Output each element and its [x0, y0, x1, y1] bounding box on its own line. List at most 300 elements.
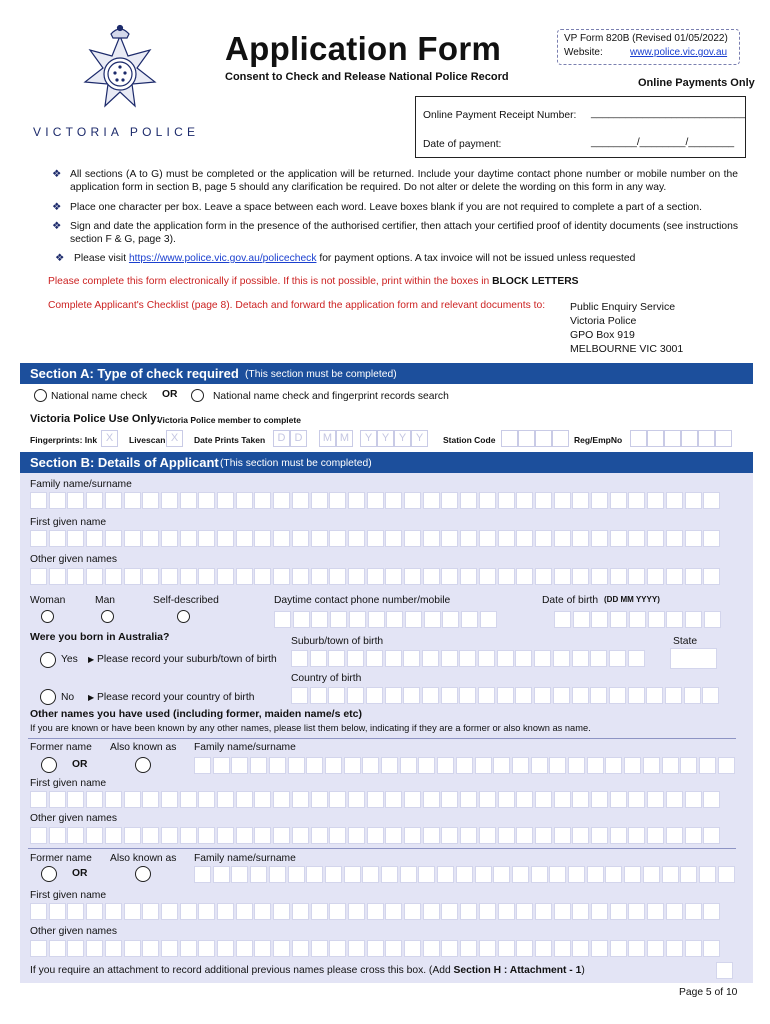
other-names-box[interactable]: [666, 568, 683, 585]
website-link[interactable]: www.police.vic.gov.au: [630, 47, 728, 58]
first-name-box[interactable]: [404, 530, 421, 547]
alias-family-name-box[interactable]: [680, 757, 697, 774]
other-names-box[interactable]: [703, 568, 720, 585]
date-digit-box[interactable]: Y: [360, 430, 377, 447]
first-name-box[interactable]: [610, 530, 627, 547]
alias-first-name-box[interactable]: [628, 903, 645, 920]
alias-first-name-box[interactable]: [441, 903, 458, 920]
family-name-box[interactable]: [591, 492, 608, 509]
alias-other-names-box[interactable]: [30, 940, 47, 957]
family-name-box[interactable]: [30, 492, 47, 509]
alias-family-name-box[interactable]: [231, 757, 248, 774]
family-name-box[interactable]: [535, 492, 552, 509]
alias-family-name-box[interactable]: [456, 757, 473, 774]
alias-other-names-box[interactable]: [105, 827, 122, 844]
born-yes-radio[interactable]: [40, 652, 56, 668]
alias-first-name-box[interactable]: [554, 791, 571, 808]
other-names-box[interactable]: [236, 568, 253, 585]
alias-other-names-box[interactable]: [666, 827, 683, 844]
dob-box[interactable]: [554, 611, 571, 628]
country-box[interactable]: [646, 687, 663, 704]
also-known-as-radio[interactable]: [135, 757, 151, 773]
alias-first-name-box[interactable]: [703, 903, 720, 920]
alias-other-names-box[interactable]: [273, 940, 290, 957]
family-name-box[interactable]: [516, 492, 533, 509]
other-names-box[interactable]: [498, 568, 515, 585]
country-box[interactable]: [515, 687, 532, 704]
country-box[interactable]: [366, 687, 383, 704]
alias-other-names-box[interactable]: [535, 827, 552, 844]
first-name-box[interactable]: [460, 530, 477, 547]
first-name-box[interactable]: [124, 530, 141, 547]
alias-first-name-box[interactable]: [236, 903, 253, 920]
first-name-box[interactable]: [554, 530, 571, 547]
alias-other-names-box[interactable]: [292, 940, 309, 957]
alias-first-name-box[interactable]: [142, 791, 159, 808]
other-names-box[interactable]: [273, 568, 290, 585]
family-name-box[interactable]: [198, 492, 215, 509]
family-name-box[interactable]: [311, 492, 328, 509]
family-name-box[interactable]: [554, 492, 571, 509]
alias-first-name-box[interactable]: [516, 791, 533, 808]
alias-first-name-box[interactable]: [628, 791, 645, 808]
alias-family-name-box[interactable]: [475, 757, 492, 774]
other-names-box[interactable]: [367, 568, 384, 585]
alias-other-names-box[interactable]: [311, 940, 328, 957]
alias-family-name-box[interactable]: [587, 866, 604, 883]
alias-first-name-box[interactable]: [217, 903, 234, 920]
alias-other-names-box[interactable]: [142, 940, 159, 957]
other-names-box[interactable]: [311, 568, 328, 585]
alias-other-names-box[interactable]: [217, 827, 234, 844]
alias-other-names-box[interactable]: [348, 940, 365, 957]
phone-box[interactable]: [461, 611, 478, 628]
alias-other-names-box[interactable]: [329, 827, 346, 844]
other-names-box[interactable]: [292, 568, 309, 585]
alias-first-name-box[interactable]: [498, 903, 515, 920]
alias-first-name-box[interactable]: [292, 903, 309, 920]
alias-other-names-box[interactable]: [703, 827, 720, 844]
alias-first-name-box[interactable]: [49, 791, 66, 808]
alias-first-name-box[interactable]: [67, 903, 84, 920]
alias-family-name-box[interactable]: [250, 757, 267, 774]
alias-other-names-box[interactable]: [647, 827, 664, 844]
alias-other-names-box[interactable]: [67, 827, 84, 844]
alias-family-name-box[interactable]: [288, 866, 305, 883]
first-name-box[interactable]: [236, 530, 253, 547]
other-names-box[interactable]: [124, 568, 141, 585]
alias-first-name-box[interactable]: [329, 903, 346, 920]
alias-family-name-box[interactable]: [437, 866, 454, 883]
family-name-box[interactable]: [703, 492, 720, 509]
suburb-box[interactable]: [534, 650, 551, 667]
other-names-box[interactable]: [460, 568, 477, 585]
alias-family-name-box[interactable]: [493, 757, 510, 774]
alias-family-name-box[interactable]: [512, 866, 529, 883]
country-box[interactable]: [310, 687, 327, 704]
phone-box[interactable]: [293, 611, 310, 628]
alias-other-names-box[interactable]: [516, 827, 533, 844]
first-name-box[interactable]: [348, 530, 365, 547]
policecheck-link[interactable]: https://www.police.vic.gov.au/policecheck: [128, 253, 317, 264]
family-name-box[interactable]: [647, 492, 664, 509]
alias-other-names-box[interactable]: [423, 940, 440, 957]
alias-other-names-box[interactable]: [423, 827, 440, 844]
first-name-box[interactable]: [628, 530, 645, 547]
alias-first-name-box[interactable]: [460, 903, 477, 920]
alias-family-name-box[interactable]: [344, 866, 361, 883]
alias-family-name-box[interactable]: [605, 757, 622, 774]
alias-family-name-box[interactable]: [400, 757, 417, 774]
alias-other-names-box[interactable]: [180, 827, 197, 844]
first-name-box[interactable]: [516, 530, 533, 547]
family-name-box[interactable]: [180, 492, 197, 509]
alias-first-name-box[interactable]: [535, 791, 552, 808]
other-names-box[interactable]: [554, 568, 571, 585]
alias-other-names-box[interactable]: [591, 940, 608, 957]
alias-first-name-box[interactable]: [647, 791, 664, 808]
alias-first-name-box[interactable]: [535, 903, 552, 920]
alias-family-name-box[interactable]: [344, 757, 361, 774]
suburb-box[interactable]: [310, 650, 327, 667]
alias-first-name-box[interactable]: [254, 903, 271, 920]
alias-other-names-box[interactable]: [554, 940, 571, 957]
other-names-box[interactable]: [535, 568, 552, 585]
alias-first-name-box[interactable]: [124, 903, 141, 920]
first-name-box[interactable]: [311, 530, 328, 547]
date-digit-box[interactable]: Y: [394, 430, 411, 447]
suburb-box[interactable]: [628, 650, 645, 667]
alias-first-name-box[interactable]: [254, 791, 271, 808]
alias-family-name-box[interactable]: [288, 757, 305, 774]
alias-other-names-box[interactable]: [105, 940, 122, 957]
family-name-box[interactable]: [423, 492, 440, 509]
alias-other-names-box[interactable]: [161, 940, 178, 957]
alias-other-names-box[interactable]: [124, 940, 141, 957]
date-digit-box[interactable]: M: [336, 430, 353, 447]
alias-first-name-box[interactable]: [498, 791, 515, 808]
alias-other-names-box[interactable]: [610, 827, 627, 844]
alias-first-name-box[interactable]: [180, 791, 197, 808]
country-box[interactable]: [665, 687, 682, 704]
country-box[interactable]: [609, 687, 626, 704]
alias-first-name-box[interactable]: [572, 791, 589, 808]
first-name-box[interactable]: [423, 530, 440, 547]
first-name-box[interactable]: [180, 530, 197, 547]
first-name-box[interactable]: [292, 530, 309, 547]
alias-first-name-box[interactable]: [703, 791, 720, 808]
woman-radio[interactable]: [41, 610, 54, 623]
other-names-box[interactable]: [329, 568, 346, 585]
alias-first-name-box[interactable]: [198, 903, 215, 920]
station-code-box[interactable]: [518, 430, 535, 447]
first-name-box[interactable]: [535, 530, 552, 547]
alias-first-name-box[interactable]: [124, 791, 141, 808]
family-name-box[interactable]: [385, 492, 402, 509]
alias-first-name-box[interactable]: [591, 903, 608, 920]
alias-other-names-box[interactable]: [685, 827, 702, 844]
dob-box[interactable]: [610, 611, 627, 628]
family-name-box[interactable]: [292, 492, 309, 509]
country-box[interactable]: [684, 687, 701, 704]
alias-first-name-box[interactable]: [460, 791, 477, 808]
alias-first-name-box[interactable]: [404, 903, 421, 920]
other-names-box[interactable]: [86, 568, 103, 585]
other-names-box[interactable]: [628, 568, 645, 585]
alias-first-name-box[interactable]: [67, 791, 84, 808]
alias-first-name-box[interactable]: [311, 903, 328, 920]
born-no-radio[interactable]: [40, 689, 56, 705]
man-radio[interactable]: [101, 610, 114, 623]
country-box[interactable]: [441, 687, 458, 704]
alias-family-name-box[interactable]: [456, 866, 473, 883]
alias-first-name-box[interactable]: [236, 791, 253, 808]
alias-first-name-box[interactable]: [311, 791, 328, 808]
alias-other-names-box[interactable]: [441, 827, 458, 844]
alias-other-names-box[interactable]: [367, 940, 384, 957]
suburb-box[interactable]: [403, 650, 420, 667]
alias-first-name-box[interactable]: [666, 791, 683, 808]
alias-first-name-box[interactable]: [105, 903, 122, 920]
alias-first-name-box[interactable]: [367, 791, 384, 808]
fingerprint-check-radio[interactable]: [191, 389, 204, 402]
family-name-box[interactable]: [49, 492, 66, 509]
alias-first-name-box[interactable]: [348, 791, 365, 808]
alias-family-name-box[interactable]: [718, 757, 735, 774]
other-names-box[interactable]: [610, 568, 627, 585]
alias-first-name-box[interactable]: [292, 791, 309, 808]
alias-family-name-box[interactable]: [306, 757, 323, 774]
national-name-check-radio[interactable]: [34, 389, 47, 402]
first-name-box[interactable]: [591, 530, 608, 547]
alias-other-names-box[interactable]: [86, 940, 103, 957]
other-names-box[interactable]: [105, 568, 122, 585]
country-box[interactable]: [497, 687, 514, 704]
alias-first-name-box[interactable]: [479, 903, 496, 920]
dob-box[interactable]: [704, 611, 721, 628]
alias-family-name-box[interactable]: [699, 866, 716, 883]
other-names-box[interactable]: [30, 568, 47, 585]
alias-first-name-box[interactable]: [30, 791, 47, 808]
alias-other-names-box[interactable]: [572, 940, 589, 957]
alias-other-names-box[interactable]: [404, 940, 421, 957]
alias-other-names-box[interactable]: [460, 940, 477, 957]
alias-other-names-box[interactable]: [498, 827, 515, 844]
country-box[interactable]: [403, 687, 420, 704]
alias-other-names-box[interactable]: [142, 827, 159, 844]
station-code-box[interactable]: [535, 430, 552, 447]
reg-emp-box[interactable]: [681, 430, 698, 447]
alias-first-name-box[interactable]: [647, 903, 664, 920]
other-names-box[interactable]: [198, 568, 215, 585]
first-name-box[interactable]: [666, 530, 683, 547]
alias-first-name-box[interactable]: [49, 903, 66, 920]
family-name-box[interactable]: [142, 492, 159, 509]
first-name-box[interactable]: [479, 530, 496, 547]
other-names-box[interactable]: [685, 568, 702, 585]
other-names-box[interactable]: [385, 568, 402, 585]
alias-other-names-box[interactable]: [628, 940, 645, 957]
family-name-box[interactable]: [86, 492, 103, 509]
country-box[interactable]: [385, 687, 402, 704]
other-names-box[interactable]: [404, 568, 421, 585]
alias-first-name-box[interactable]: [441, 791, 458, 808]
phone-box[interactable]: [424, 611, 441, 628]
alias-other-names-box[interactable]: [236, 827, 253, 844]
alias-first-name-box[interactable]: [385, 903, 402, 920]
family-name-box[interactable]: [161, 492, 178, 509]
suburb-box[interactable]: [553, 650, 570, 667]
first-name-box[interactable]: [254, 530, 271, 547]
other-names-box[interactable]: [423, 568, 440, 585]
other-names-box[interactable]: [572, 568, 589, 585]
station-code-box[interactable]: [501, 430, 518, 447]
country-box[interactable]: [534, 687, 551, 704]
other-names-box[interactable]: [180, 568, 197, 585]
alias-other-names-box[interactable]: [479, 827, 496, 844]
alias-family-name-box[interactable]: [362, 757, 379, 774]
alias-other-names-box[interactable]: [311, 827, 328, 844]
alias-first-name-box[interactable]: [610, 791, 627, 808]
suburb-box[interactable]: [459, 650, 476, 667]
first-name-box[interactable]: [685, 530, 702, 547]
suburb-box[interactable]: [291, 650, 308, 667]
alias-family-name-box[interactable]: [475, 866, 492, 883]
suburb-box[interactable]: [347, 650, 364, 667]
alias-first-name-box[interactable]: [348, 903, 365, 920]
country-box[interactable]: [702, 687, 719, 704]
reg-emp-box[interactable]: [698, 430, 715, 447]
alias-family-name-box[interactable]: [213, 757, 230, 774]
reg-emp-box[interactable]: [664, 430, 681, 447]
alias-family-name-box[interactable]: [325, 866, 342, 883]
alias-other-names-box[interactable]: [516, 940, 533, 957]
alias-other-names-box[interactable]: [535, 940, 552, 957]
alias-first-name-box[interactable]: [479, 791, 496, 808]
alias-other-names-box[interactable]: [404, 827, 421, 844]
first-name-box[interactable]: [498, 530, 515, 547]
alias-first-name-box[interactable]: [161, 791, 178, 808]
family-name-box[interactable]: [572, 492, 589, 509]
alias-other-names-box[interactable]: [198, 940, 215, 957]
family-name-box[interactable]: [236, 492, 253, 509]
family-name-box[interactable]: [254, 492, 271, 509]
alias-first-name-box[interactable]: [367, 903, 384, 920]
suburb-box[interactable]: [366, 650, 383, 667]
alias-family-name-box[interactable]: [643, 866, 660, 883]
other-names-box[interactable]: [516, 568, 533, 585]
alias-other-names-box[interactable]: [329, 940, 346, 957]
other-names-box[interactable]: [441, 568, 458, 585]
family-name-box[interactable]: [685, 492, 702, 509]
alias-other-names-box[interactable]: [666, 940, 683, 957]
alias-first-name-box[interactable]: [329, 791, 346, 808]
alias-other-names-box[interactable]: [198, 827, 215, 844]
other-names-box[interactable]: [161, 568, 178, 585]
alias-other-names-box[interactable]: [591, 827, 608, 844]
reg-emp-box[interactable]: [647, 430, 664, 447]
country-box[interactable]: [328, 687, 345, 704]
alias-first-name-box[interactable]: [30, 903, 47, 920]
reg-emp-box[interactable]: [630, 430, 647, 447]
country-box[interactable]: [478, 687, 495, 704]
other-names-box[interactable]: [647, 568, 664, 585]
first-name-box[interactable]: [49, 530, 66, 547]
dob-box[interactable]: [666, 611, 683, 628]
alias-family-name-box[interactable]: [587, 757, 604, 774]
livescan-box[interactable]: X: [166, 430, 183, 447]
alias-family-name-box[interactable]: [213, 866, 230, 883]
alias-family-name-box[interactable]: [381, 757, 398, 774]
first-name-box[interactable]: [572, 530, 589, 547]
phone-box[interactable]: [386, 611, 403, 628]
other-names-box[interactable]: [67, 568, 84, 585]
first-name-box[interactable]: [67, 530, 84, 547]
other-names-box[interactable]: [217, 568, 234, 585]
alias-other-names-box[interactable]: [30, 827, 47, 844]
date-of-payment-field[interactable]: ________/________/________: [591, 137, 735, 148]
reg-emp-box[interactable]: [715, 430, 732, 447]
family-name-box[interactable]: [498, 492, 515, 509]
alias-other-names-box[interactable]: [610, 940, 627, 957]
family-name-box[interactable]: [273, 492, 290, 509]
country-box[interactable]: [422, 687, 439, 704]
family-name-box[interactable]: [479, 492, 496, 509]
alias-family-name-box[interactable]: [680, 866, 697, 883]
suburb-box[interactable]: [590, 650, 607, 667]
dob-box[interactable]: [591, 611, 608, 628]
country-box[interactable]: [590, 687, 607, 704]
alias-first-name-box[interactable]: [404, 791, 421, 808]
phone-box[interactable]: [311, 611, 328, 628]
attachment-checkbox[interactable]: [716, 962, 733, 979]
family-name-box[interactable]: [67, 492, 84, 509]
alias-other-names-box[interactable]: [236, 940, 253, 957]
alias-other-names-box[interactable]: [685, 940, 702, 957]
other-names-box[interactable]: [348, 568, 365, 585]
suburb-box[interactable]: [328, 650, 345, 667]
alias-first-name-box[interactable]: [105, 791, 122, 808]
alias-first-name-box[interactable]: [423, 791, 440, 808]
alias-first-name-box[interactable]: [685, 903, 702, 920]
country-box[interactable]: [459, 687, 476, 704]
alias-other-names-box[interactable]: [367, 827, 384, 844]
dob-box[interactable]: [685, 611, 702, 628]
alias-family-name-box[interactable]: [325, 757, 342, 774]
alias-family-name-box[interactable]: [699, 757, 716, 774]
alias-first-name-box[interactable]: [198, 791, 215, 808]
family-name-box[interactable]: [367, 492, 384, 509]
country-box[interactable]: [572, 687, 589, 704]
phone-box[interactable]: [480, 611, 497, 628]
alias-family-name-box[interactable]: [231, 866, 248, 883]
date-digit-box[interactable]: D: [290, 430, 307, 447]
alias-other-names-box[interactable]: [460, 827, 477, 844]
country-box[interactable]: [347, 687, 364, 704]
alias-family-name-box[interactable]: [549, 866, 566, 883]
alias-other-names-box[interactable]: [180, 940, 197, 957]
alias-family-name-box[interactable]: [531, 757, 548, 774]
alias-family-name-box[interactable]: [418, 757, 435, 774]
alias-family-name-box[interactable]: [269, 866, 286, 883]
family-name-box[interactable]: [348, 492, 365, 509]
alias-family-name-box[interactable]: [568, 866, 585, 883]
other-names-box[interactable]: [142, 568, 159, 585]
alias-other-names-box[interactable]: [479, 940, 496, 957]
suburb-box[interactable]: [441, 650, 458, 667]
first-name-box[interactable]: [273, 530, 290, 547]
alias-family-name-box[interactable]: [624, 866, 641, 883]
